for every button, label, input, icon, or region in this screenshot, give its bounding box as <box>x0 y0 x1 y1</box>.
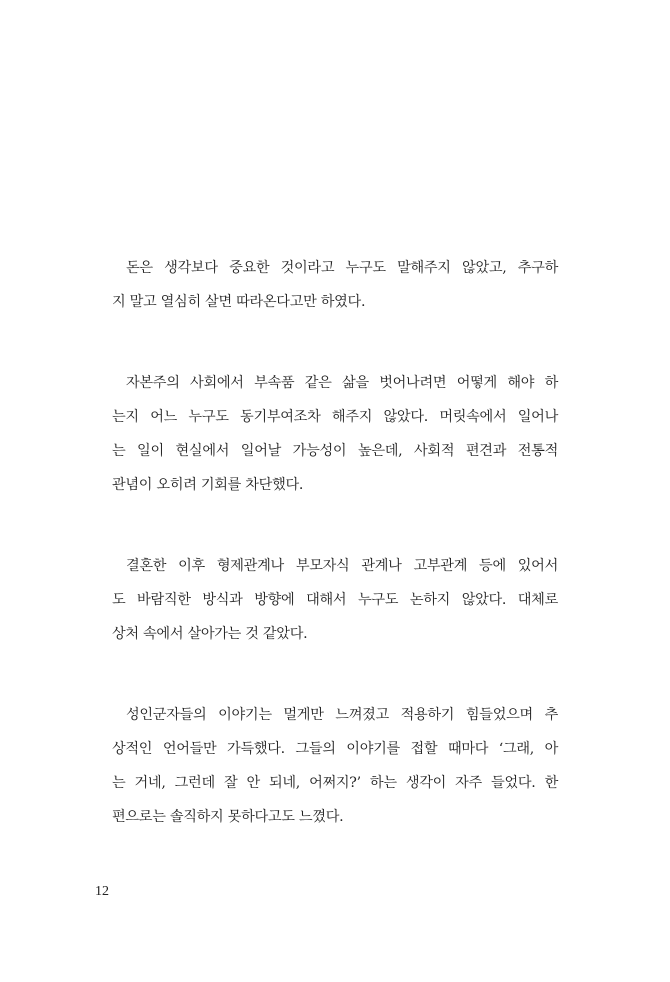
text-line: 도 바람직한 방식과 방향에 대해서 누구도 논하지 않았다. 대체로 <box>112 592 558 608</box>
paragraph-2 <box>112 366 558 502</box>
text-line: 는지 어느 누구도 동기부여조차 해주지 않았다. 머릿속에서 일어나 <box>112 409 558 425</box>
paragraph-3 <box>112 549 558 651</box>
paragraph-4 <box>112 698 558 834</box>
text-line: 결혼한 이후 형제관계나 부모자식 관계나 고부관계 등에 있어서 <box>126 558 558 574</box>
text-line: 는 일이 현실에서 일어날 가능성이 높은데, 사회적 편견과 전통적 <box>112 443 558 459</box>
body-text <box>112 251 558 881</box>
text-line: 상처 속에서 살아가는 것 같았다. <box>112 626 308 642</box>
text-line: 관념이 오히려 기회를 차단했다. <box>112 477 304 493</box>
page-number: 12 <box>95 884 109 899</box>
paragraph-1 <box>112 251 558 319</box>
text-line: 돈은 생각보다 중요한 것이라고 누구도 말해주지 않았고, 추구하 <box>126 260 558 276</box>
text-line: 상적인 언어들만 가득했다. 그들의 이야기를 접할 때마다 ‘그래, 아 <box>112 741 558 757</box>
text-line: 지 말고 열심히 살면 따라온다고만 하였다. <box>112 294 366 310</box>
text-line: 성인군자들의 이야기는 멀게만 느껴졌고 적용하기 힘들었으며 추 <box>126 707 558 723</box>
text-line: 편으로는 솔직하지 못하다고도 느꼈다. <box>112 809 344 825</box>
text-line: 는 거네, 그런데 잘 안 되네, 어쩌지?’ 하는 생각이 자주 들었다. 한 <box>112 775 558 791</box>
text-line: 자본주의 사회에서 부속품 같은 삶을 벗어나려면 어떻게 해야 하 <box>126 375 558 391</box>
